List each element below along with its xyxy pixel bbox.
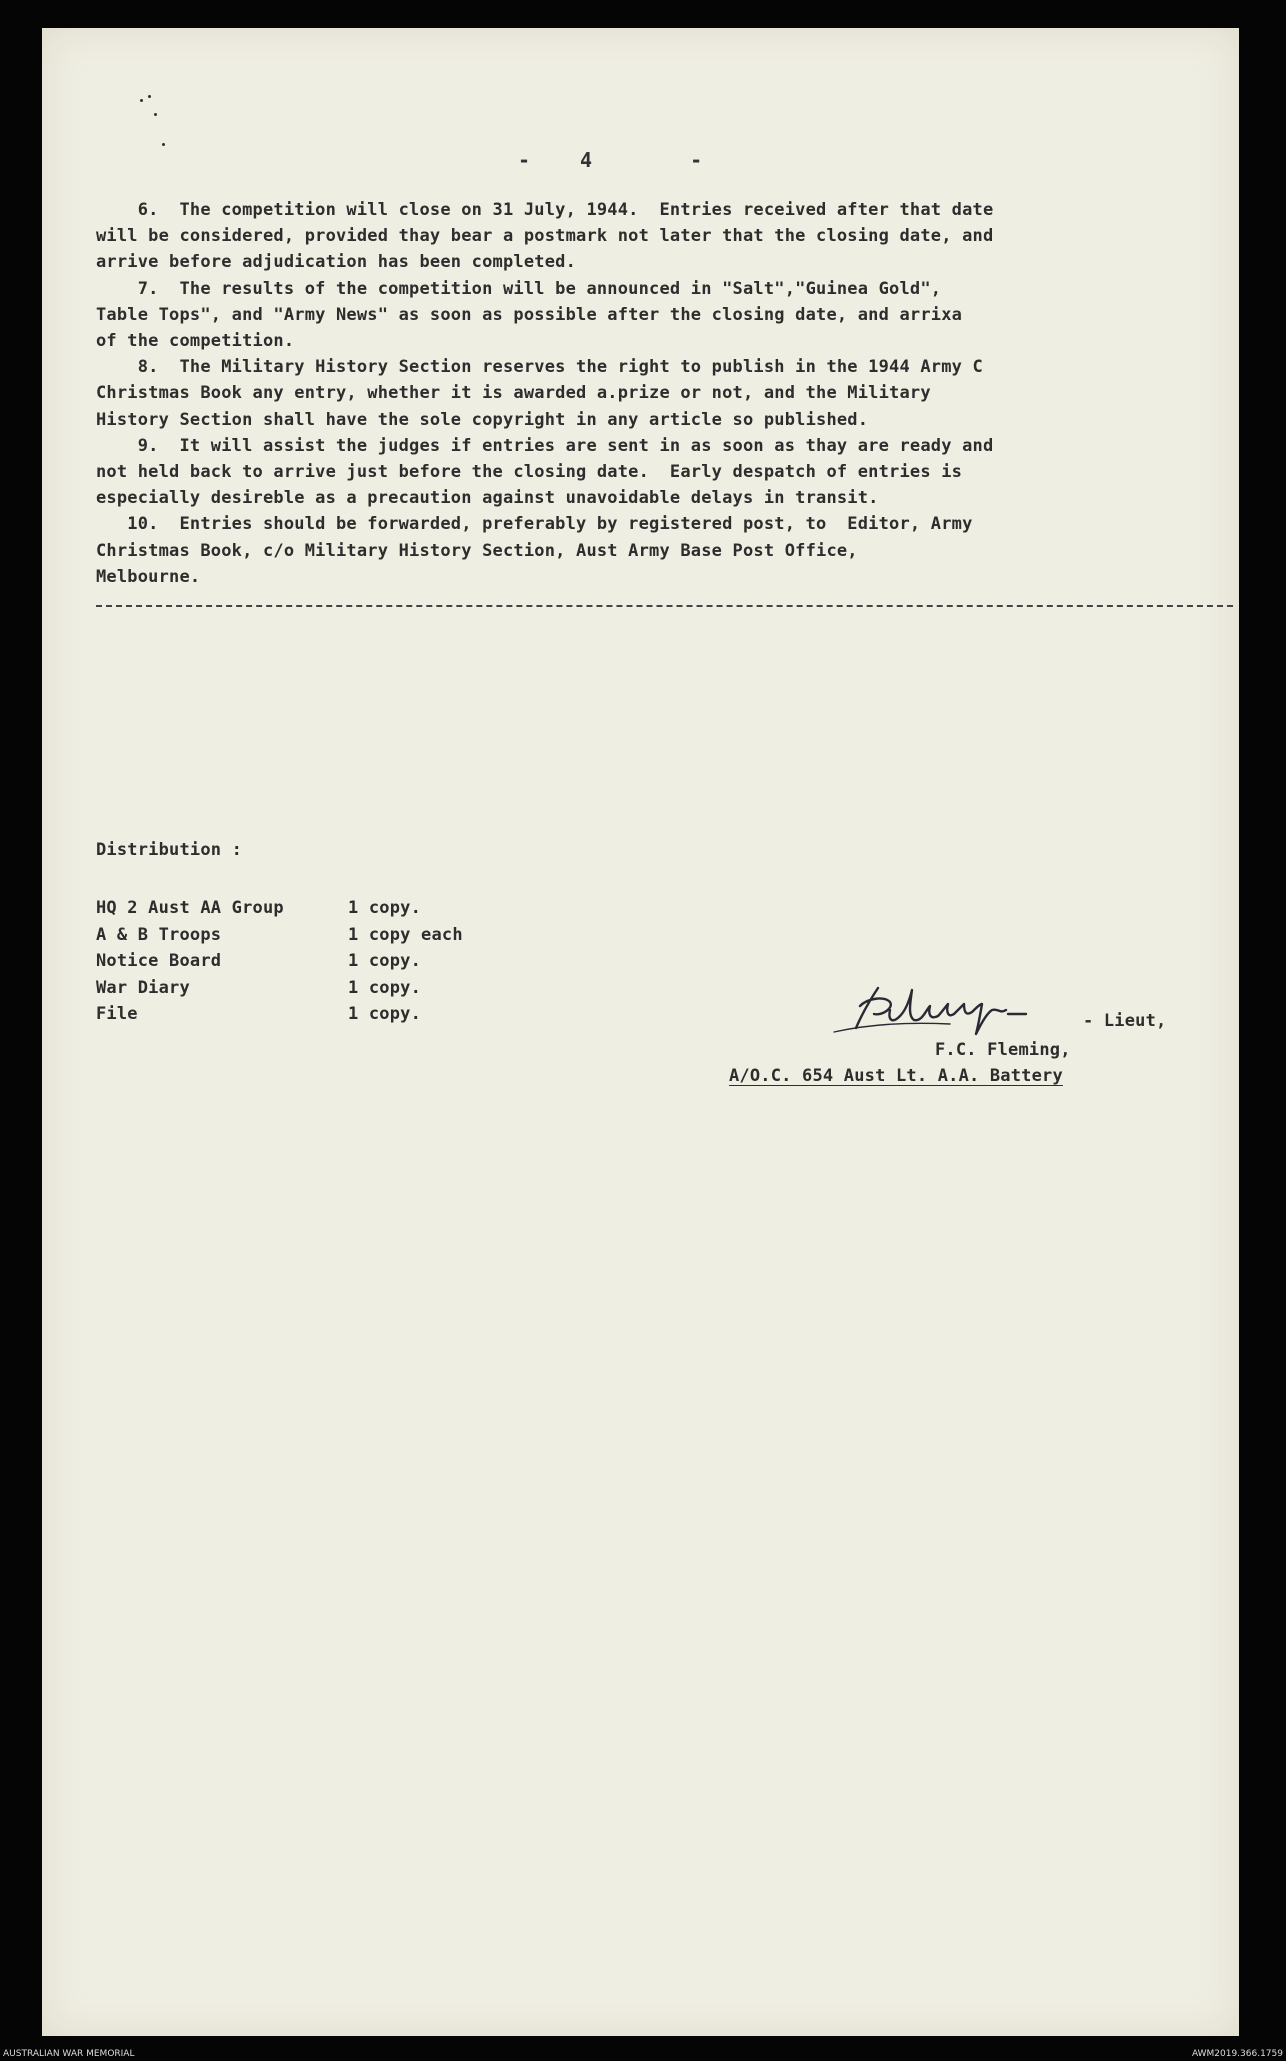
signer-name: F.C. Fleming,	[935, 1040, 1071, 1060]
signer-appointment: A/O.C. 654 Aust Lt. A.A. Battery	[729, 1066, 1063, 1086]
paragraph-line: Melbourne.	[96, 566, 201, 587]
paragraph-line: especially desireble as a precaution against unavoidable delays in transit.	[96, 488, 879, 509]
distribution-heading: Distribution :	[96, 840, 243, 860]
distribution-row	[96, 1001, 463, 1028]
distribution-copies: 1 copy.	[348, 898, 422, 918]
page-number: 4	[580, 148, 595, 172]
paragraph-line: Christmas Book any entry, whether it is awarded a.prize or not, and the Military	[96, 383, 931, 404]
footer-accession-number: AWM2019.366.1759	[1191, 2049, 1283, 2059]
paragraph-line: Christmas Book, c/o Military History Section, Aust Army Base Post Office,	[96, 540, 858, 561]
page-number-dash-right: -	[690, 148, 705, 172]
signer-rank: - Lieut,	[1083, 1011, 1167, 1031]
footer-institution: AUSTRALIAN WAR MEMORIAL	[3, 2049, 135, 2059]
paragraph-line: will be considered, provided thay bear a postmark not later that the closing date, and	[96, 226, 994, 247]
paragraph-line: Table Tops", and "Army News" as soon as possible after the closing date, and arrixa	[96, 304, 963, 325]
section-divider	[96, 605, 1233, 607]
numbered-paragraphs	[96, 197, 1166, 590]
paragraph-line: not held back to arrive just before the closing date. Early despatch of entries is	[96, 462, 963, 483]
distribution-recipient: HQ 2 Aust AA Group	[96, 898, 284, 918]
distribution-recipient: File	[96, 1004, 138, 1024]
paragraph-line: 8. The Military History Section reserves the right to publish in the 1944 Army C	[96, 357, 983, 378]
distribution-copies: 1 copy.	[348, 1004, 422, 1024]
paragraph-line: 6. The competition will close on 31 July, 1944. Entries received after that date	[96, 200, 994, 220]
paragraph-line: History Section shall have the sole copyright in any article so published.	[96, 409, 869, 430]
distribution-row	[96, 895, 463, 922]
paragraph-line: of the competition.	[96, 331, 295, 352]
paragraph-line: arrive before adjudication has been completed.	[96, 252, 577, 273]
paragraph-line: 7. The results of the competition will be announced in "Salt","Guinea Gold",	[96, 278, 942, 299]
handwritten-signature	[830, 980, 1075, 1040]
paragraph-line: 10. Entries should be forwarded, preferably by registered post, to Editor, Army	[96, 514, 973, 535]
distribution-copies: 1 copy.	[348, 951, 422, 971]
distribution-recipient: A & B Troops	[96, 924, 222, 945]
distribution-row	[96, 922, 463, 949]
distribution-row	[96, 975, 463, 1002]
distribution-copies: 1 copy each	[348, 924, 463, 945]
distribution-recipient: Notice Board	[96, 951, 222, 971]
page-number-line	[518, 148, 718, 172]
distribution-copies: 1 copy.	[348, 977, 422, 998]
page-number-dash-left: -	[518, 148, 533, 172]
stray-ink-marks	[122, 83, 162, 163]
distribution-row	[96, 948, 463, 975]
distribution-list	[96, 895, 463, 1028]
paragraph-line: 9. It will assist the judges if entries are sent in as soon as thay are ready and	[96, 435, 994, 456]
distribution-recipient: War Diary	[96, 977, 190, 998]
archive-footer	[0, 2049, 1286, 2061]
